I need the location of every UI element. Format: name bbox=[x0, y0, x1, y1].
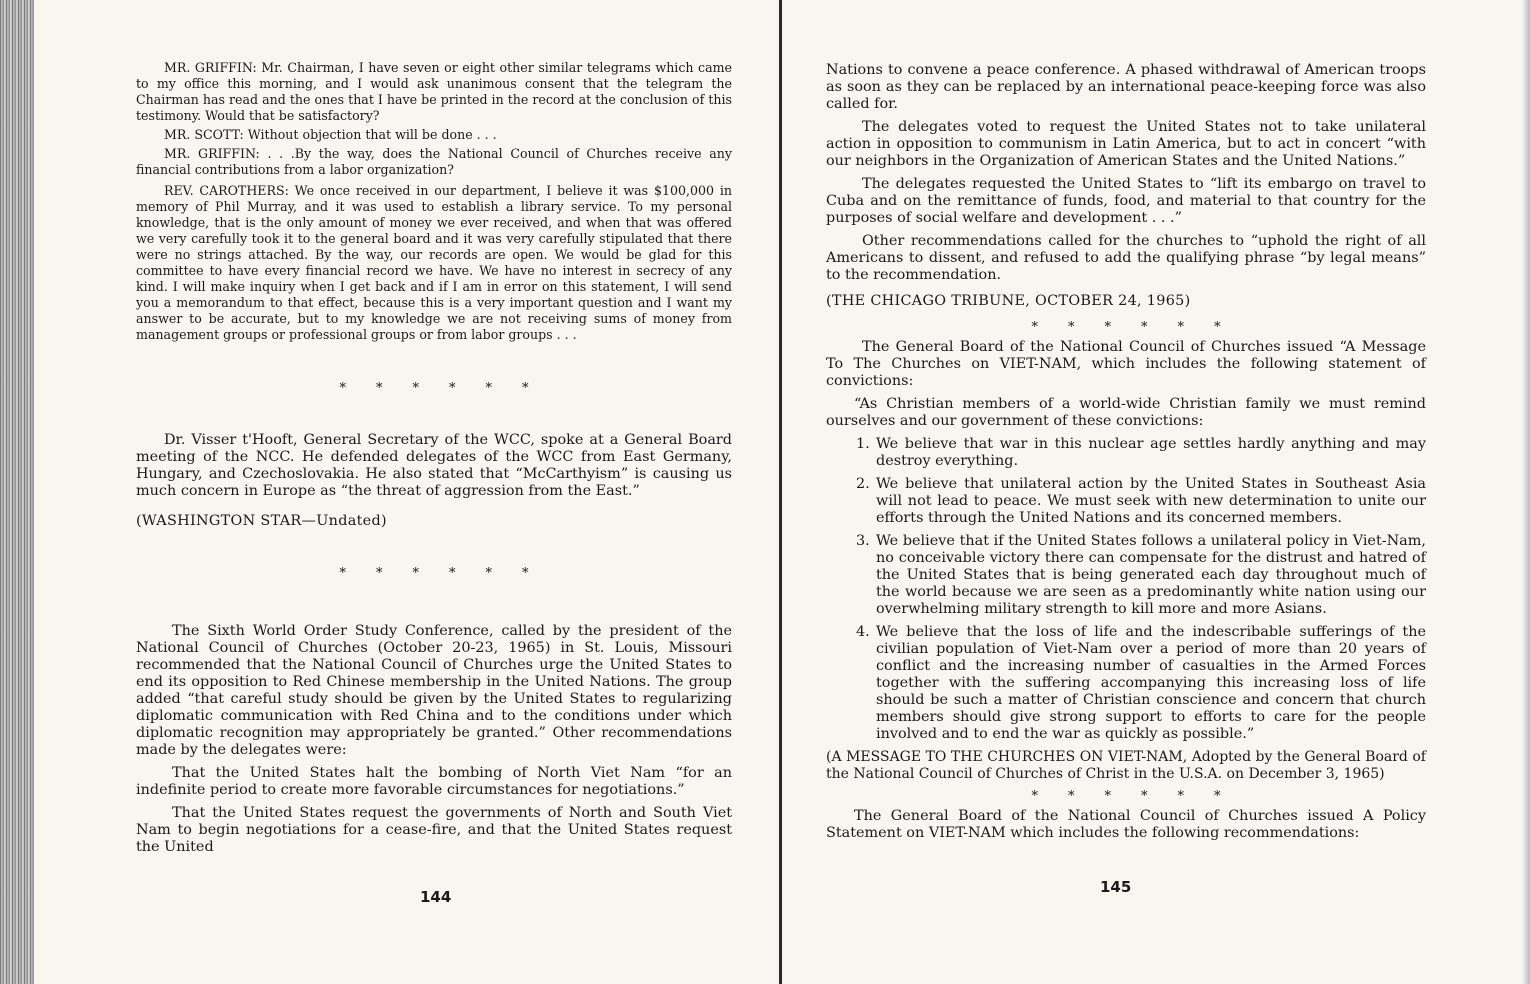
convictions-list bbox=[826, 436, 1426, 743]
list-item: 1. We believe that war in this nuclear age settles hardly anything and may destroy everything. bbox=[856, 436, 1426, 469]
list-item: 4. We believe that the loss of life and the indescribable sufferings of the civilian population of Viet-Nam over a period of more than 20 years of conflict and the increasing number of casualties in the Armed Forces together with the suffering accompanying this increasing loss of life should be such a matter of Christian conscience and concern that church members should give strong support to efforts to care for the people involved and to end the war as quickly as possible.” bbox=[856, 624, 1426, 742]
page-number: 144 bbox=[420, 888, 452, 906]
left-page-text-column bbox=[136, 56, 732, 856]
message-quote-intro: “As Christian members of a world-wide Christian family we must remind ourselves and our government of these convictions: bbox=[826, 396, 1426, 429]
source-citation: (THE CHICAGO TRIBUNE, OCTOBER 24, 1965) bbox=[826, 293, 1191, 309]
section-separator: * * * * * * bbox=[1031, 320, 1221, 335]
page-edge-shadow bbox=[1522, 0, 1530, 984]
testimony-paragraph: MR. GRIFFIN: . . .By the way, does the National Council of Churches receive any financial contributions from a labor organization? bbox=[136, 146, 732, 177]
conference-paragraph: The Sixth World Order Study Conference, called by the president of the National Council of Churches (October 20-23, 1965) in St. Louis, Missouri recommended that the National Council of Churches urge the United States to end its opposition to Red Chinese membership in the United Nations. The group added “that careful study should be given by the United States to regularizing diplomatic communication with Red China and to the conditions under which diplomatic recognition may appropriately be granted.” Other recommendations made by the delegates were: bbox=[136, 623, 732, 758]
page-number: 145 bbox=[1100, 878, 1132, 896]
section-separator: * * * * * * bbox=[339, 381, 529, 396]
list-item: 2. We believe that unilateral action by the United States in Southeast Asia will not lead to peace. We must seek with new determination to unite our efforts through the United Nations and its concerned members. bbox=[856, 476, 1426, 526]
section-separator: * * * * * * bbox=[1031, 789, 1221, 804]
conference-paragraph: That the United States halt the bombing of North Viet Nam “for an indefinite period to create more favorable circumstances for negotiations.” bbox=[136, 765, 732, 798]
testimony-paragraph: REV. CAROTHERS: We once received in our department, I believe it was $100,000 in memory of Phil Murray, and it was used to establish a library service. To my personal knowledge, that is the only amount of money we ever received, and when that was offered we very carefully took it to the general board and it was very carefully stipulated that there were no strings attached. By the way, our records are open. We would be glad for this committee to have every financial record we have. We have no interest in secrecy of any kind. I will make inquiry when I get back and if I am in error on this statement, I will send you a memorandum to that effect, because this is a very important question and I want my answer to be accurate, but to my knowledge we are not receiving sums of money from management groups or professional groups or from labor groups . . . bbox=[136, 183, 732, 342]
list-item: 3. We believe that if the United States follows a unilateral policy in Viet-Nam, no conceivable victory there can compensate for the distrust and hatred of the United States that is being generated each day throughout much of the world because we are seen as a predominantly white nation using our overwhelming military strength to kill more and more Asians. bbox=[856, 533, 1426, 617]
testimony-paragraph: MR. GRIFFIN: Mr. Chairman, I have seven or eight other similar telegrams which came to my office this morning, and I would ask unanimous consent that the telegram the Chairman has read and the ones that I have be printed in the record at the conclusion of this testimony. Would that be satisfactory? bbox=[136, 60, 732, 123]
message-intro-paragraph: The General Board of the National Council of Churches issued “A Message To The Churches on VIET-NAM, which includes the following statement of convictions: bbox=[826, 339, 1426, 389]
source-citation: (WASHINGTON STAR—Undated) bbox=[136, 513, 387, 529]
section-separator: * * * * * * bbox=[339, 566, 529, 581]
continuation-paragraph: Nations to convene a peace conference. A phased withdrawal of American troops as soon as they can be replaced by an international peace-keeping force was also called for. bbox=[826, 62, 1426, 112]
conference-paragraph: That the United States request the governments of North and South Viet Nam to begin negotiations for a cease-fire, and that the United States request the United bbox=[136, 805, 732, 855]
continuation-paragraph: The delegates voted to request the United States not to take unilateral action in opposition to communism in Latin America, but to act in concert “with our neighbors in the Organization of American States and the United Nations.” bbox=[826, 119, 1426, 169]
book-gutter bbox=[779, 0, 782, 984]
book-binding-edge bbox=[0, 0, 34, 984]
continuation-paragraph: The delegates requested the United States to “lift its embargo on travel to Cuba and on the remittance of funds, food, and material to that country for the purposes of social welfare and development . . .” bbox=[826, 176, 1426, 226]
right-page-text-column bbox=[826, 56, 1426, 842]
source-citation: (A MESSAGE TO THE CHURCHES ON VIET-NAM, Adopted by the General Board of the National Council of Churches of Christ in the U.S.A. on December 3, 1965) bbox=[826, 749, 1426, 782]
testimony-paragraph: MR. SCOTT: Without objection that will be done . . . bbox=[164, 127, 497, 142]
visser-paragraph: Dr. Visser t'Hooft, General Secretary of the WCC, spoke at a General Board meeting of the NCC. He defended delegates of the WCC from East Germany, Hungary, and Czechoslovakia. He also stated that “McCarthyism” is causing us much concern in Europe as “the threat of aggression from the East.” bbox=[136, 432, 732, 499]
continuation-paragraph: Other recommendations called for the churches to “uphold the right of all Americans to dissent, and refused to add the qualifying phrase “by legal means” to the recommendation. bbox=[826, 233, 1426, 283]
policy-paragraph: The General Board of the National Council of Churches issued A Policy Statement on VIET-NAM which includes the following recommendations: bbox=[826, 808, 1426, 841]
